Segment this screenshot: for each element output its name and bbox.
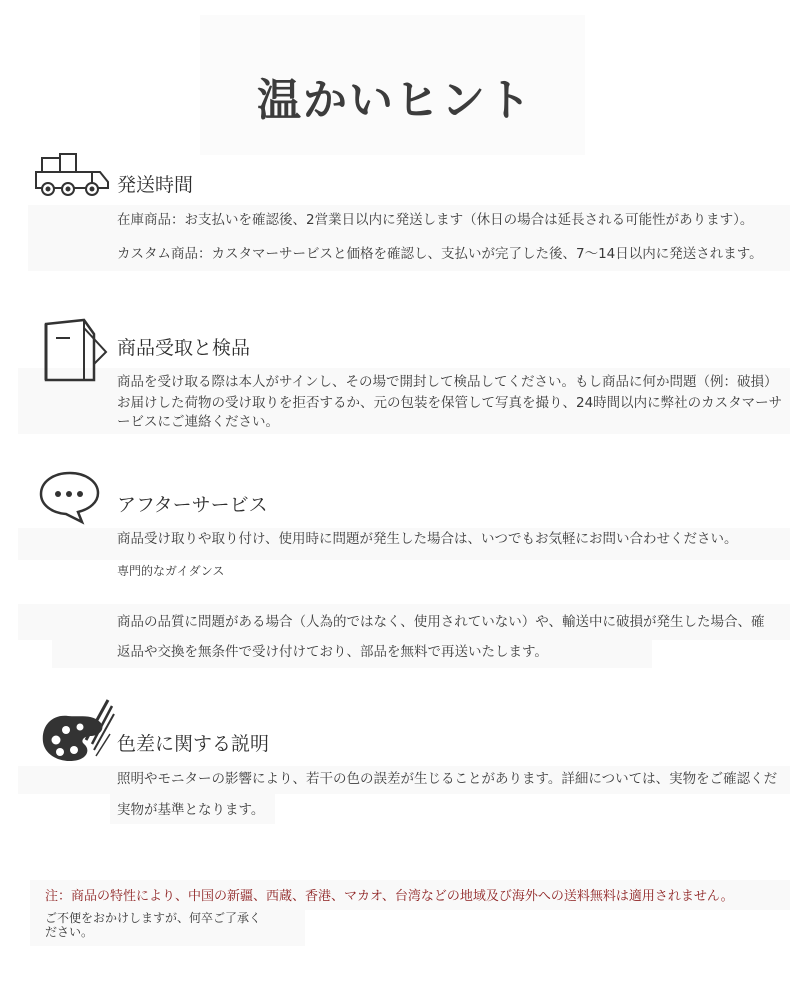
after-service-guidance: 専門的なガイダンス <box>117 564 225 578</box>
receiving-title: 商品受取と検品 <box>117 337 251 359</box>
shipping-title: 発送時間 <box>117 174 194 196</box>
receiving-line-1: 商品を受け取る際は本人がサインし、その場で開封して検品してください。もし商品に何か問題（例：破損） <box>117 374 778 390</box>
apology-note: ご不便をおかけしますが、何卒ご了承ください。 <box>45 911 262 939</box>
color-title: 色差に関する説明 <box>117 733 270 755</box>
palette-icon <box>38 694 118 766</box>
after-service-line-2: 商品の品質に問題がある場合（人為的ではなく、使用されていない）や、輸送中に破損が発生した場合、確 <box>117 614 765 630</box>
after-service-title: アフターサービス <box>117 494 268 516</box>
color-line-2: 実物が基準となります。 <box>117 802 265 818</box>
receiving-line-2: お届けした荷物の受け取りを拒否するか、元の包装を保管して写真を撮り、24時間以内に弊社のカスタマーサ <box>117 395 783 411</box>
truck-icon <box>34 152 114 198</box>
after-service-line-3: 返品や交換を無条件で受け付けており、部品を無料で再送いたします。 <box>117 644 548 660</box>
shipping-line-custom: カスタム商品：カスタマーサービスと価格を確認し、支払いが完了した後、7〜14日以内に発送されます。 <box>117 246 763 262</box>
shipping-exception-note: 注：商品の特性により、中国の新疆、西蔵、香港、マカオ、台湾などの地域及び海外への送料無料は適用されません。 <box>45 889 734 904</box>
page-title: 温かいヒント <box>257 75 533 126</box>
box-icon <box>40 316 110 386</box>
color-line-1: 照明やモニターの影響により、若干の色の誤差が生じることがあります。詳細については、実物をご確認くだ <box>117 771 778 787</box>
shipping-line-stock: 在庫商品：お支払いを確認後、2営業日以内に発送します（休日の場合は延長される可能性があります）。 <box>117 212 754 228</box>
after-service-line-1: 商品受け取りや取り付け、使用時に問題が発生した場合は、いつでもお気軽にお問い合わせください。 <box>117 531 738 547</box>
speech-bubble-icon <box>38 470 104 526</box>
receiving-line-3: ービスにご連絡ください。 <box>117 414 279 430</box>
